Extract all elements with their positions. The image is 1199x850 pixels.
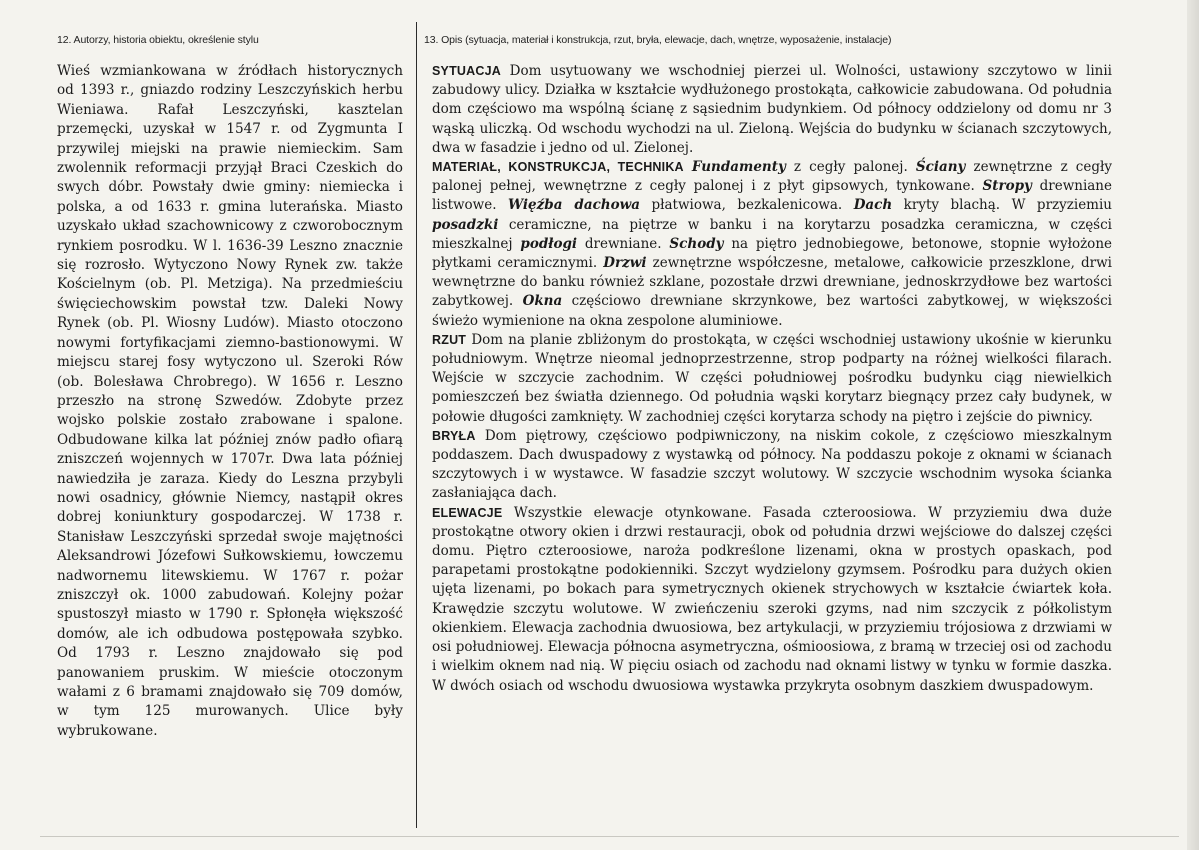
column-divider (416, 22, 417, 828)
section-13-header: 13. Opis (sytuacja, materiał i konstrukcja, rzut, bryła, elewacje, dach, wnętrze, wyposażenie, instalacje) (424, 34, 892, 46)
text-stropy: drewniane listwowe. (432, 178, 1112, 214)
term-dach: Dach (853, 197, 893, 214)
text-drzwi: zewnętrzne współczesne, metalowe, całkowicie przeszklone, drwi wewnętrzne do banku również szklane, pozostałe drzwi drewniane, jednoskrzydłowe bez wartości zabytkowej. (432, 255, 1112, 310)
text-fundamenty: z cegły palonej. (785, 159, 916, 176)
text-elewacje: Wszystkie elewacje otynkowane. Fasada czteroosiowa. W przyziemiu dwa duże prostokątne otwory okien i drzwi restauracji, obok od południa drzwi wejściowe do dalszej części domu. Piętro czteroosiowe, naroża podkreślone lizenami, okna w prostych opaskach, pod parapetami prostokątne podokienniki. Szczyt wydzielony gzymsem. Pośrodku para dużych okien ujęta lizenami, po bokach para symetrycznych okienek strychowych w kształcie ćwiartek koła. Krawędzie szczytu wolutowe. W zwieńczeniu szeroki gzyms, nad nim szczycik z półkolistym okienkiem. Elewacja zachodnia dwuosiowa, bez artykulacji, w przyziemiu trójosiowa z drzwiami w osi południowej. Elewacja północna asymetryczna, ośmioosiowa, z bramą w trzeciej osi od zachodu i wielkim oknem nad nią. W pięciu osiach od zachodu nad oknami listwy w tynku w formie daszka. W dwóch osiach od wschodu dwuosiowa wystawka przykryta osobnym daszkiem dwuspadowym. (432, 504, 1112, 694)
paragraph-material (432, 158, 1112, 331)
text-wiezba: płatwiowa, bezkalenicowa. (639, 197, 854, 214)
heading-rzut: RZUT (432, 332, 467, 347)
term-wiezba: Więźba dachowa (508, 197, 640, 214)
text-podlogi: drewniane. (577, 235, 670, 252)
heading-elewacje: ELEWACJE (432, 505, 503, 520)
text-okna: częściowo drewniane skrzynkowe, bez wartości zabytkowej, w większości świeżo wymienione na okna zespolone aluminiowe. (432, 293, 1112, 329)
term-schody: Schody (669, 235, 724, 252)
heading-material: MATERIAŁ, KONSTRUKCJA, TECHNIKA (432, 160, 684, 175)
term-fundamenty: Fundamenty (691, 159, 786, 176)
text-rzut: Dom na planie zbliżonym do prostokąta, w części wschodniej ustawiony ukośnie w kierunku południowym. Wnętrze nieomal jednoprzestrzenne, strop podparty na różnej wielkości filarach. Wejście w szczycie zachodnim. W części południowej pośrodku budynku ciąg niewielkich pomieszczeń bez światła dziennego. Od południa wąski korytarz biegnący przez cały budynek, w połowie długości zamknięty. W zachodniej części korytarza schody na piętro i zejście do piwnicy. (432, 331, 1112, 425)
text-bryla: Dom piętrowy, częściowo podpiwniczony, na niskim cokole, z częściowo mieszkalnym poddaszem. Dach dwuspadowy z wystawką od północy. Na poddaszu pokoje z oknami w ścianach szczytowych i w wystawce. W fasadzie szczyt wolutowy. W szczycie wschodnim wysoka ścianka zasłaniająca dach. (432, 427, 1112, 502)
text-schody: na piętro jednobiegowe, betonowe, stopnie wyłożone płytkami ceramicznymi. (432, 235, 1112, 272)
section-12-header: 12. Autorzy, historia obiektu, określenie stylu (57, 34, 259, 46)
term-stropy: Stropy (982, 178, 1032, 195)
term-drzwi: Drzwi (603, 255, 647, 272)
heading-bryla: BRYŁA (432, 428, 476, 443)
term-posadzki: posadzki (432, 216, 499, 233)
bottom-rule (40, 836, 1179, 837)
history-text: Wieś wzmiankowana w źródłach historycznych od 1393 r., gniazdo rodziny Leszczyńskich herbu Wieniawa. Rafał Leszczyński, kasztelan przemęcki, uzyskał w 1547 r. od Zygmunta I przywilej miejski na prawie niemieckim. Sam zwolennik reformacji przyjął Braci Czeskich do swych dóbr. Powstały dwie gminy: niemiecka i polska, a od 1633 r. gmina luterańska. Miasto uzyskało układ szachownicowy z czworobocznym rynkiem posrodku. W l. 1636-39 Leszno znacznie się rozrosło. Wytyczono Nowy Rynek zw. także Kościelnym (ob. Pl. Metziga). Na przedmieściu święciechowskim powstał tzw. Daleki Nowy Rynek (ob. Pl. Wiosny Ludów). Miasto otoczono nowymi fortyfikacjami ziemno-bastionowymi. W miejscu starej fosy wytyczono ul. Szeroki Rów (ob. Bolesława Chrobrego). W 1656 r. Leszno przeszło na stronę Szwedów. Zdobyte przez wojsko polskie zostało zrabowane i spalone. Odbudowane kilka lat później znów padło ofiarą zniszczeń wojennych w 1707r. Dwa lata później nawiedziła je zaraza. Kiedy do Leszna przybyli nowi osadnicy, głównie Niemcy, nastąpił okres dobrej koniunktury gospodarczej. W 1738 r. Stanisław Leszczyński sprzedał swoje majętności Aleksandrowi Józefowi Sułkowskiemu, łowczemu nadwornemu litewskiemu. W 1767 r. pożar zniszczył ok. 1000 zabudowań. Kolejny pożar spustoszył miasto w 1790 r. Spłonęła większość domów, ale ich odbudowa postępowała szybko. Od 1793 r. Leszno znajdowało się pod panowaniem pruskim. W mieście otoczonym wałami z 6 bramami znajdowało się 709 domów, w tym 125 murowanych. Ulice były wybrukowane. (57, 63, 403, 739)
text-dach: kryty blachą. W przyziemiu (892, 197, 1112, 214)
term-okna: Okna (522, 293, 563, 310)
term-podlogi: podłogi (520, 235, 578, 252)
heading-sytuacja: SYTUACJA (432, 64, 501, 78)
description-text (432, 62, 1112, 696)
text-posadzki: ceramiczne, na piętrze w banku i na korytarzu posadzka ceramiczna, w części mieszkalnej (432, 216, 1112, 252)
paragraph-rzut (432, 331, 1112, 427)
text-sciany: zewnętrzne z cegły palonej pełnej, wewnętrzne z cegły palonej i z płyt gipsowych, tynkowane. (432, 159, 1112, 195)
page-edge (1187, 0, 1199, 850)
term-sciany: Ściany (915, 159, 966, 176)
text-sytuacja: Dom usytuowany we wschodniej pierzei ul. Wolności, ustawiony szczytowo w linii zabudowy ulicy. Działka w kształcie wydłużonego prostokąta, całkowicie zabudowana. Od południa dom częściowo ma wspólną ścianę z sąsiednim budynkiem. Od północy oddzielony od domu nr 3 wąską uliczką. Od wschodu wychodzi na ul. Zieloną. Wejścia do budynku w ścianach szczytowych, dwa w fasadzie i jedno od ul. Zielonej. (432, 63, 1112, 156)
paragraph-sytuacja (432, 62, 1112, 158)
paragraph-elewacje (432, 504, 1112, 696)
paragraph-bryla (432, 427, 1112, 504)
